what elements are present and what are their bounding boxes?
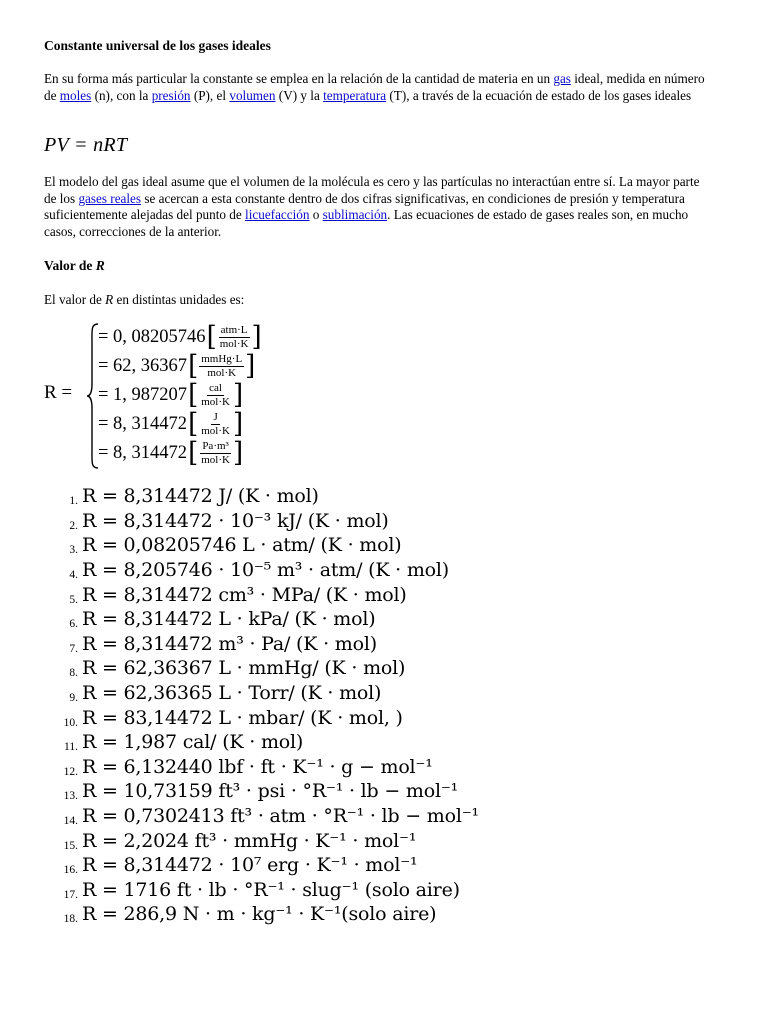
text-fragment: (n), con la: [91, 87, 152, 103]
list-item: [44, 582, 724, 607]
text-fragment: En su forma más particular la constante se emplea en la relación de la cantidad de materia en un: [44, 71, 554, 86]
bracket-right: ]: [245, 350, 256, 382]
unit-numerator: Pa·m³: [202, 439, 229, 452]
list-number: 5.: [69, 593, 78, 606]
ideal-gas-model-paragraph: [44, 174, 714, 240]
list-formula: R = 8,205746 · 10⁻⁵ m³ · atm/ (K · mol): [82, 559, 449, 582]
system-unit: [188, 437, 244, 469]
text-fragment: o: [309, 207, 323, 223]
heading-text: Valor de: [44, 258, 96, 273]
list-number: 10.: [63, 716, 78, 729]
list-item: [44, 607, 724, 632]
r-value-system: [44, 320, 344, 472]
system-unit: [188, 350, 256, 382]
unit-denominator: mol·K: [201, 424, 230, 437]
list-formula: R = 8,314472 L · kPa/ (K · mol): [82, 608, 376, 631]
unit-denominator: mol·K: [207, 366, 237, 379]
list-number: 15.: [63, 839, 78, 852]
text-fragment: . Las ecuaciones de estado de gases reales son, en mucho casos, correcciones de la anterior.: [44, 207, 689, 239]
section-heading-constante: Constante universal de los gases ideales: [44, 38, 271, 53]
unit-fraction: [217, 325, 252, 350]
system-value: = 8, 314472: [98, 442, 188, 463]
bracket-left: [: [188, 350, 199, 382]
bracket-left: [: [206, 321, 217, 353]
system-value: = 0, 08205746: [98, 326, 206, 347]
list-number: 6.: [69, 618, 78, 631]
list-number: 9.: [69, 692, 78, 705]
bracket-right: ]: [232, 437, 244, 469]
list-number: 16.: [63, 864, 78, 877]
list-number: 8.: [69, 667, 78, 680]
list-number: 17.: [63, 888, 78, 901]
bracket-left: [: [188, 379, 199, 411]
system-unit: [206, 321, 262, 353]
list-number: 4.: [69, 569, 78, 582]
system-value: = 1, 987207: [98, 384, 188, 405]
list-item: [44, 632, 724, 657]
list-item: [44, 828, 724, 853]
list-number: 3.: [69, 544, 78, 557]
link-temperatura[interactable]: temperatura: [323, 87, 387, 103]
bracket-right: ]: [232, 379, 244, 411]
text-fragment: (V) y la: [275, 87, 324, 103]
system-row: [98, 323, 262, 351]
section-heading-valor-de-r: [44, 258, 105, 274]
list-item: [44, 804, 724, 829]
list-item: [44, 533, 724, 558]
text-fragment: (T), a través de la ecuación de estado de los gases ideales: [386, 87, 692, 103]
unit-denominator: mol·K: [201, 395, 230, 408]
list-number: 13.: [63, 790, 78, 803]
list-item: [44, 705, 724, 730]
link-moles[interactable]: moles: [59, 87, 92, 103]
bracket-left: [: [188, 408, 199, 440]
text-fragment: (P), el: [190, 87, 230, 103]
list-item: [44, 902, 724, 927]
link-sublimacion[interactable]: sublimación: [322, 207, 388, 223]
link-presion[interactable]: presión: [151, 87, 191, 103]
unit-numerator: cal: [209, 381, 222, 394]
list-formula: R = 62,36365 L · Torr/ (K · mol): [82, 682, 382, 705]
list-number: 18.: [63, 913, 78, 926]
list-item: [44, 755, 724, 780]
list-number: 1.: [69, 495, 78, 508]
system-value: = 8, 314472: [98, 413, 188, 434]
system-row: [98, 381, 243, 409]
bracket-right: ]: [232, 408, 244, 440]
text-fragment: El modelo del gas ideal asume que el volumen de la molécula es cero y las partículas no interactúan entre sí. La mayor parte de los: [44, 174, 700, 206]
list-item: [44, 779, 724, 804]
system-unit: [188, 408, 244, 440]
list-formula: R = 0,7302413 ft³ · atm · °R⁻¹ · lb − mol⁻¹: [82, 805, 479, 828]
list-formula: R = 286,9 N · m · kg⁻¹ · K⁻¹(solo aire): [82, 903, 437, 926]
list-formula: R = 8,314472 cm³ · MPa/ (K · mol): [82, 583, 407, 606]
unit-numerator: atm·L: [220, 323, 248, 336]
unit-fraction: [198, 383, 233, 408]
list-number: 7.: [69, 642, 78, 655]
system-unit: [188, 379, 244, 411]
list-formula: R = 2,2024 ft³ · mmHg · K⁻¹ · mol⁻¹: [82, 829, 417, 852]
list-item: [44, 656, 724, 681]
list-formula: R = 8,314472 m³ · Pa/ (K · mol): [82, 632, 377, 655]
list-number: 2.: [69, 519, 78, 532]
unit-numerator: J: [213, 410, 218, 423]
bracket-right: ]: [251, 321, 262, 353]
list-formula: R = 8,314472 · 10⁷ erg · K⁻¹ · mol⁻¹: [82, 854, 418, 877]
list-formula: R = 10,73159 ft³ · psi · °R⁻¹ · lb − mol⁻¹: [82, 780, 459, 803]
list-item: [44, 681, 724, 706]
list-item: [44, 853, 724, 878]
list-item: [44, 484, 724, 509]
list-formula: R = 8,314472 · 10⁻³ kJ/ (K · mol): [82, 509, 389, 532]
system-lhs: R =: [44, 382, 73, 403]
system-row: [98, 439, 243, 467]
link-gas[interactable]: gas: [553, 71, 571, 86]
list-formula: R = 6,132440 lbf · ft · K⁻¹ · g − mol⁻¹: [82, 755, 433, 778]
unit-fraction: [198, 354, 245, 379]
list-item: [44, 878, 724, 903]
heading-symbol-r: R: [95, 258, 105, 273]
intro-paragraph: [44, 71, 714, 104]
list-item: [44, 730, 724, 755]
unit-denominator: mol·K: [201, 453, 230, 466]
list-number: 11.: [64, 741, 78, 754]
unit-fraction: [198, 441, 233, 466]
unit-numerator: mmHg·L: [201, 352, 243, 365]
bracket-left: [: [188, 437, 199, 469]
link-volumen[interactable]: volumen: [229, 87, 276, 103]
system-value: = 62, 36367: [98, 355, 188, 376]
r-values-list: [44, 484, 724, 927]
list-formula: R = 62,36367 L · mmHg/ (K · mol): [82, 657, 406, 680]
list-formula: R = 8,314472 J/ (K · mol): [82, 485, 319, 508]
text-fragment: ideal, medida en número de: [44, 71, 705, 103]
list-item: [44, 558, 724, 583]
list-item: [44, 509, 724, 534]
list-formula: R = 1716 ft · lb · °R⁻¹ · slug⁻¹ (solo aire): [82, 878, 460, 901]
list-number: 14.: [63, 815, 78, 828]
list-formula: R = 1,987 cal/ (K · mol): [82, 731, 304, 754]
list-number: 12.: [63, 765, 78, 778]
ideal-gas-equation: PV = nRT: [44, 134, 128, 156]
link-licuefaccion[interactable]: licuefacción: [245, 207, 310, 223]
symbol-r: R: [105, 292, 114, 307]
text-fragment: El valor de: [44, 292, 106, 307]
system-row: [98, 410, 243, 438]
values-intro: [44, 292, 714, 309]
text-fragment: en distintas unidades es:: [113, 292, 245, 307]
unit-denominator: mol·K: [219, 337, 249, 350]
list-formula: R = 83,14472 L · mbar/ (K · mol, ): [82, 706, 403, 729]
unit-fraction: [198, 412, 233, 437]
text-fragment: se acercan a esta constante dentro de dos cifras significativas, en condiciones de presión y temperatura suficientemente alejadas del punto de: [44, 190, 685, 223]
system-row: [98, 352, 255, 380]
list-formula: R = 0,08205746 L · atm/ (K · mol): [82, 534, 402, 557]
link-gases-reales[interactable]: gases reales: [78, 190, 142, 206]
